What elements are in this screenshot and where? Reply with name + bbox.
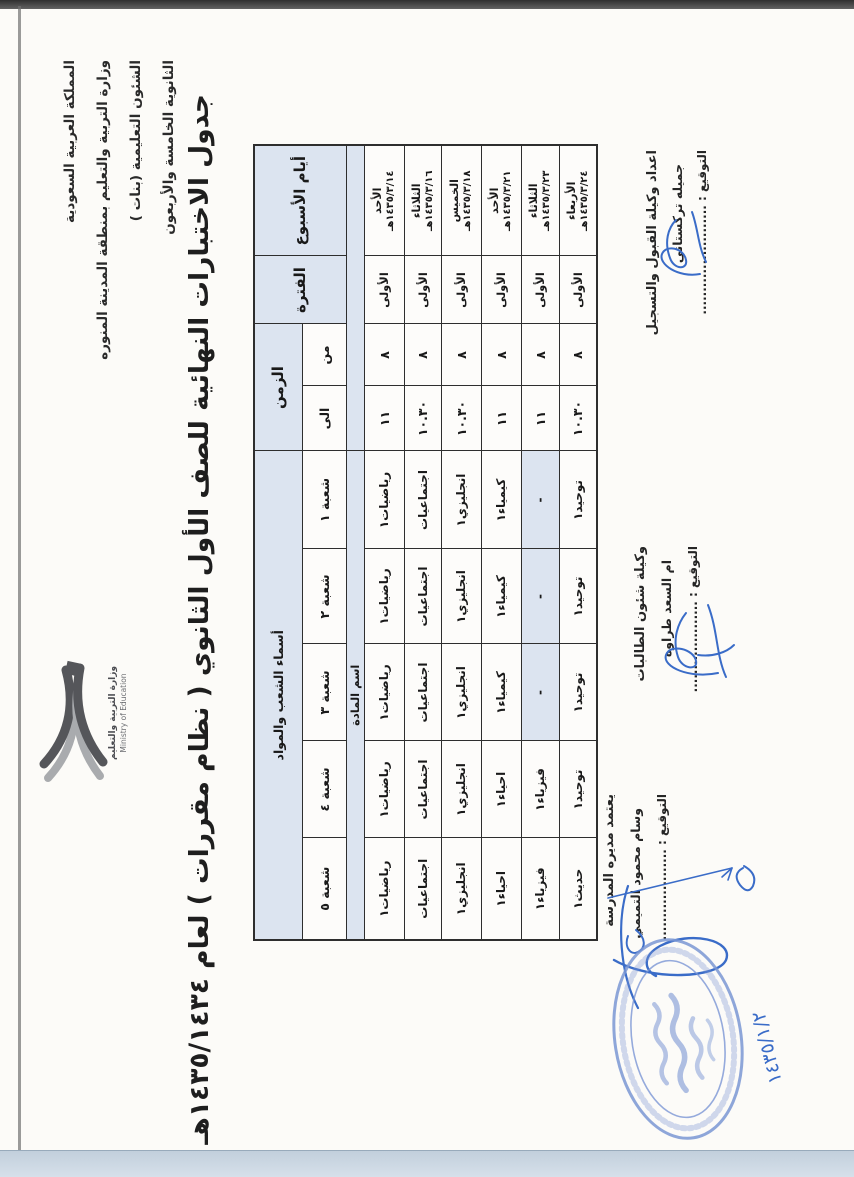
col-header-time: الزمن [254, 324, 302, 451]
col-header-from: من [302, 324, 346, 386]
time-from-cell: ٨ [559, 324, 597, 386]
table-row [404, 145, 441, 940]
time-to-cell: ١٠.٣٠ [441, 386, 481, 451]
day-cell [364, 145, 404, 256]
time-to-cell: ١٠.٣٠ [559, 386, 597, 451]
day-name: الثلاثاء [527, 183, 540, 219]
table-row [364, 145, 404, 940]
subject-cell: - [521, 644, 559, 741]
subject-cell: رياضيات١ [364, 451, 404, 549]
footer-name: وسام محمود التميمي [628, 808, 643, 939]
scanner-edge-bottom [0, 1150, 854, 1177]
subject-cell: فيزياء١ [521, 741, 559, 838]
time-from-cell: ٨ [521, 324, 559, 386]
subject-cell: اجتماعيات [404, 644, 441, 741]
col-header-section-5: شعبة ٥ [302, 838, 346, 940]
day-date: ١٤٣٥/٣/١٨هـ [462, 170, 473, 231]
footer-role: اعداد وكيلة القبول والتسجيل [645, 150, 660, 336]
handwritten-date: ١٤٣٥/١/٢ [747, 1008, 787, 1086]
day-date: ١٤٣٥/٣/١٤هـ [385, 170, 396, 231]
day-cell [441, 145, 481, 256]
subject-cell: انجليزي١ [441, 741, 481, 838]
subject-cell: اجتماعيات [404, 741, 441, 838]
day-date: ١٤٣٥/٣/١٦هـ [423, 170, 435, 231]
subject-cell: كيمياء١ [481, 451, 521, 549]
letterhead-line-affairs: الشئون التعليمية (بنات ) [128, 60, 144, 222]
time-to-cell: ١١ [364, 386, 404, 451]
scanner-edge-top [0, 0, 854, 9]
col-header-section-2: شعبة ٢ [302, 549, 346, 644]
day-cell [404, 145, 441, 256]
table-row [521, 145, 559, 940]
ministry-logo-icon [40, 638, 104, 788]
day-cell [481, 145, 521, 256]
time-to-cell: ١١ [481, 386, 521, 451]
footer-name: جميله تركستانى [670, 164, 685, 264]
col-header-section-4: شعبة ٤ [302, 741, 346, 838]
col-header-days: أيام الأسبوع [254, 145, 346, 256]
signature-line: التوقيع : .................... [655, 794, 669, 941]
page-title: جدول الاختبارات النهائية للصف الأول الثانوي ( نظام مقررات ) لعام ١٤٣٥/١٤٣٤هـ [184, 94, 215, 1145]
letterhead [54, 60, 186, 360]
col-header-section-1: شعبة ١ [302, 451, 346, 549]
ministry-of-education-logo [40, 636, 129, 790]
day-name: الأحد [371, 187, 384, 214]
letterhead-line-school: الثانوية الخامسة والأربعون [161, 60, 177, 235]
time-from-cell: ٨ [441, 324, 481, 386]
exam-schedule-table [253, 144, 598, 941]
day-date: ١٤٣٥/٣/٢١هـ [502, 170, 513, 231]
day-date: ١٤٣٥/٣/٢٣هـ [541, 170, 552, 231]
col-header-to: الى [302, 386, 346, 451]
subject-cell: اجتماعيات [404, 838, 441, 940]
subject-cell: احياء١ [481, 741, 521, 838]
letterhead-line-ministry: وزارة التربية والتعليم بمنطقة المدينة المنوره [95, 60, 111, 360]
table-row [481, 145, 521, 940]
time-from-cell: ٨ [364, 324, 404, 386]
subject-cell: كيمياء١ [481, 549, 521, 644]
period-cell: الأولى [481, 256, 521, 324]
time-to-cell: ١١ [521, 386, 559, 451]
subject-cell: رياضيات١ [364, 838, 404, 940]
subject-cell: رياضيات١ [364, 741, 404, 838]
day-cell [559, 145, 597, 256]
period-cell: الأولى [441, 256, 481, 324]
subject-cell: انجليزي١ [441, 644, 481, 741]
scanner-edge-left [18, 6, 21, 1176]
subject-cell: رياضيات١ [364, 549, 404, 644]
table-row [441, 145, 481, 940]
subject-cell: اجتماعيات [404, 451, 441, 549]
header-row-1 [254, 145, 302, 940]
footer-name: ام السعد طراوه [659, 560, 674, 658]
subject-cell: انجليزي١ [441, 838, 481, 940]
subject-cell: توحيد١ [559, 644, 597, 741]
footer-role: يعتمد مديره المدرسة [602, 794, 617, 927]
subject-band-row [346, 145, 364, 940]
subject-cell: اجتماعيات [404, 549, 441, 644]
day-name: الثلاثاء [409, 183, 423, 219]
day-name: الأحد [488, 187, 501, 214]
subject-cell: انجليزي١ [441, 451, 481, 549]
time-to-cell: ١٠.٣٠ [404, 386, 441, 451]
col-header-sections-group: أسماء الشعب والمواد [254, 451, 302, 940]
subject-cell: حديث١ [559, 838, 597, 940]
logo-title-english: Ministry of Education [119, 673, 128, 753]
signature-line: التوقيع : .................... [686, 546, 700, 693]
time-from-cell: ٨ [404, 324, 441, 386]
signature-scribble-students-affairs [652, 580, 742, 685]
subject-cell: فيزياء١ [521, 838, 559, 940]
school-stamp [596, 926, 761, 1151]
time-from-cell: ٨ [481, 324, 521, 386]
subject-cell: توحيد١ [559, 549, 597, 644]
logo-title-arabic: وزارة التربية والتعليم [108, 665, 118, 761]
signature-scribble-registrar [648, 190, 722, 282]
subject-band-spacer [346, 145, 364, 451]
subject-cell: توحيد١ [559, 741, 597, 838]
period-cell: الأولى [364, 256, 404, 324]
col-header-section-3: شعبة ٣ [302, 644, 346, 741]
period-cell: الأولى [559, 256, 597, 324]
footer-role: وكيلة شئون الطالبات [633, 546, 648, 682]
period-cell: الأولى [404, 256, 441, 324]
day-name: الخميس [448, 179, 461, 223]
letterhead-line-country: المملكة العربية السعودية [62, 60, 78, 223]
day-date: ١٤٣٥/٣/٢٤هـ [578, 170, 590, 231]
period-cell: الأولى [521, 256, 559, 324]
subject-cell: رياضيات١ [364, 644, 404, 741]
subject-cell: كيمياء١ [481, 644, 521, 741]
col-header-period: الفترة [254, 256, 346, 324]
subject-cell: احياء١ [481, 838, 521, 940]
day-cell [521, 145, 559, 256]
signature-line: التوقيع : ........................ [695, 150, 709, 315]
subject-band-label: اسم المادة [346, 451, 364, 940]
subject-cell: توحيد١ [559, 451, 597, 549]
day-name: الأربعاء [564, 181, 578, 220]
subject-cell: انجليزي١ [441, 549, 481, 644]
subject-cell: - [521, 451, 559, 549]
subject-cell: - [521, 549, 559, 644]
